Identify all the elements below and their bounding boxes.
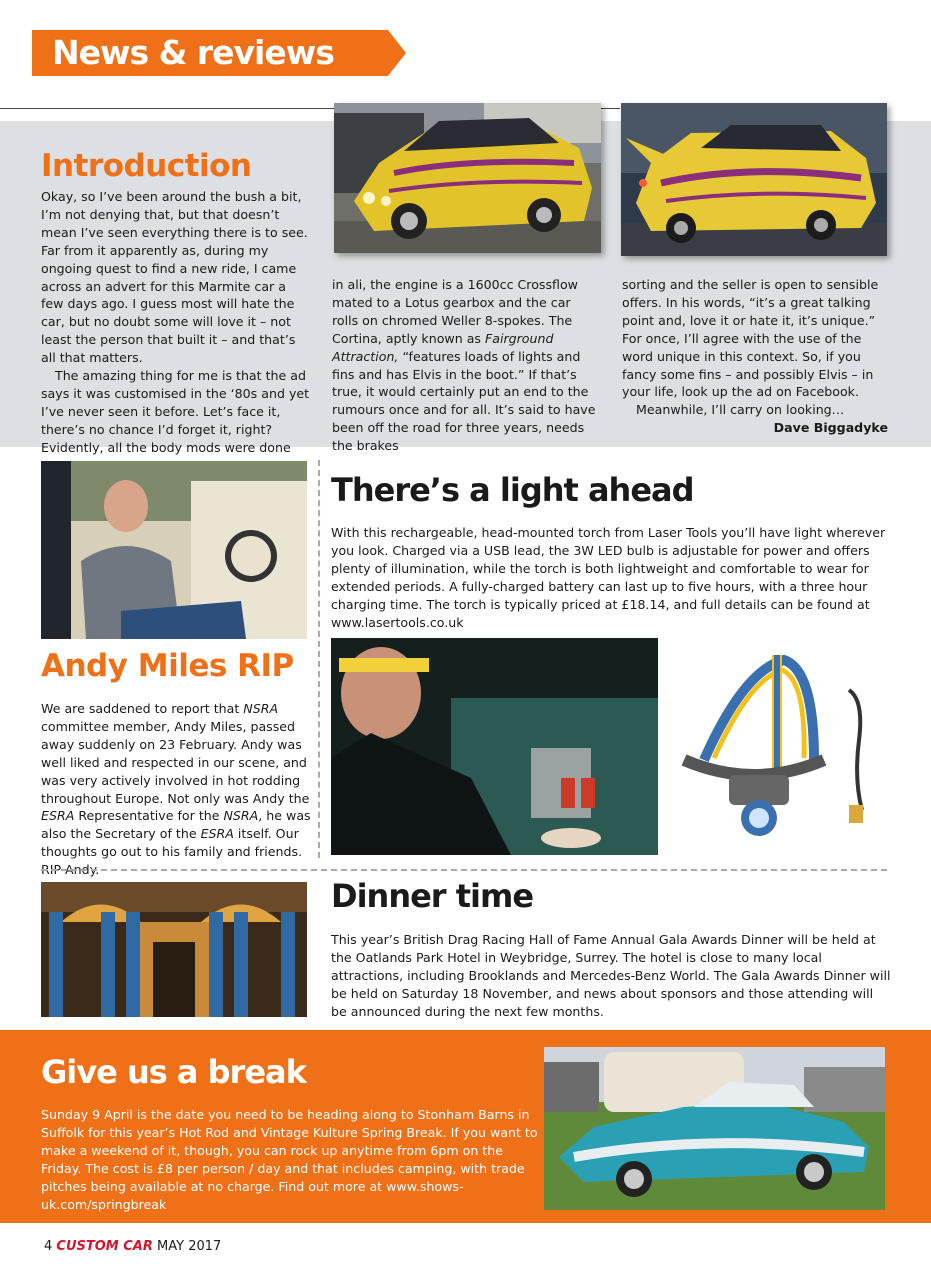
thunderbird-show-photo	[544, 1047, 885, 1210]
intro-column-2	[332, 276, 596, 455]
andy-text-3: Representative for the	[74, 808, 224, 824]
andy-italic-1: NSRA	[243, 701, 279, 716]
intro-column-1	[41, 188, 311, 457]
intro-title: Introduction	[41, 148, 252, 184]
dinner-time-title: Dinner time	[331, 877, 534, 915]
head-torch-product-photo	[664, 650, 886, 845]
andy-miles-title: Andy Miles RIP	[41, 648, 294, 684]
andy-text-4: , he was also the Secretary of the	[41, 808, 311, 842]
andy-text-2: committee member, Andy Miles, passed away suddenly on 23 February. Andy was well liked and respected in our scene, and was very actively involved in hot rodding throughout Europe. Not only was Andy the	[41, 718, 310, 806]
vertical-divider	[318, 460, 320, 858]
dinner-time-body: This year’s British Drag Racing Hall of Fame Annual Gala Awards Dinner will be held at the Oatlands Park Hotel in Weybridge, Surrey. The hotel is close to many local attractions, including Brooklands and Mercedes-Benz World. The Gala Awards Dinner will be held on Saturday 18 November, and news about sponsors and those attending will be announced during the next few months.	[331, 932, 891, 1019]
cortina-front-photo	[334, 103, 601, 253]
magazine-brand: CUSTOM CAR	[56, 1239, 153, 1254]
intro-col3-paragraph-2: Meanwhile, I’ll carry on looking…	[636, 402, 845, 418]
andy-italic-4: ESRA	[200, 826, 234, 842]
give-us-a-break-title: Give us a break	[41, 1053, 306, 1091]
intro-column-3	[622, 276, 888, 437]
intro-paragraph-2: The amazing thing for me is that the ad says it was customised in the ‘80s and yet I’ve never seen it before. Let’s face it, there’s no chance I’d forget it, right? Evidently, all the body mods were done	[41, 368, 310, 455]
cortina-rear-photo	[621, 103, 887, 256]
andy-text-1: We are saddened to report that	[41, 701, 244, 716]
page-number: 4	[44, 1239, 53, 1254]
section-banner-title: News & reviews	[52, 33, 334, 72]
andy-miles-photo	[41, 461, 307, 639]
intro-col2-text-b: “features loads of lights and fins and has Elvis in the boot.” If that’s true, it would certainly put an end to the rumours once and for all. It’s said to have been off the road for three years, needs the brakes	[332, 348, 596, 454]
section-banner-arrow	[388, 30, 406, 76]
andy-italic-2: ESRA	[41, 808, 75, 824]
light-ahead-title: There’s a light ahead	[331, 471, 694, 509]
intro-col2-italic: Fairground Attraction,	[332, 330, 554, 364]
give-us-a-break-body: Sunday 9 April is the date you need to be heading along to Stonham Barns in Suffolk for this year’s Hot Rod and Vintage Kulture Spring Break. If you want to make a weekend of it, though, you can rock up anytime from 6pm on the Friday. The cost is £8 per person / day and that includes camping, with trade pitches being available at no charge. Find out more at www.shows-uk.com/springbreak	[41, 1107, 538, 1212]
torch-in-use-photo	[331, 638, 658, 855]
intro-col2-text-a: in ali, the engine is a 1600cc Crossflow mated to a Lotus gearbox and the car rolls on chromed Weller 8-spokes. The Cortina, aptly known as	[332, 277, 578, 346]
hotel-photo	[41, 882, 307, 1017]
andy-text-5: itself. Our thoughts go out to his family and friends. RIP Andy.	[41, 826, 303, 878]
horizontal-divider	[41, 869, 887, 871]
intro-signature: Dave Biggadyke	[773, 420, 888, 436]
andy-italic-3: NSRA	[223, 808, 259, 824]
intro-paragraph-1: Okay, so I’ve been around the bush a bit, I’m not denying that, but that doesn’t mean I’ve seen everything there is to see. Far from it apparently as, during my ongoing quest to find a new ride, I came across an advert for this Marmite car a few days ago. I guess most will hate the car, but no doubt some will love it – not least the person that built it – and that’s all that matters.	[41, 189, 308, 366]
light-ahead-body: With this rechargeable, head-mounted torch from Laser Tools you’ll have light wherever you look. Charged via a USB lead, the 3W LED bulb is adjustable for power and offers plenty of illumination, while the torch is both lightweight and comfortable to wear for extended periods. A fully-charged battery can last up to five hours, with a three hour charging time. The torch is typically priced at £18.14, and full details can be found at www.lasertools.co.uk	[331, 525, 886, 630]
page-footer	[44, 1238, 221, 1256]
andy-miles-body	[41, 700, 313, 879]
issue-date: MAY 2017	[157, 1239, 222, 1254]
intro-col3-paragraph-1: sorting and the seller is open to sensible offers. In his words, “it’s a great talking point and, love it or hate it, it’s unique.” For once, I’ll agree with the use of the word unique in this context. So, if you fancy some fins – and possibly Elvis – in your life, look up the ad on Facebook.	[622, 277, 879, 400]
